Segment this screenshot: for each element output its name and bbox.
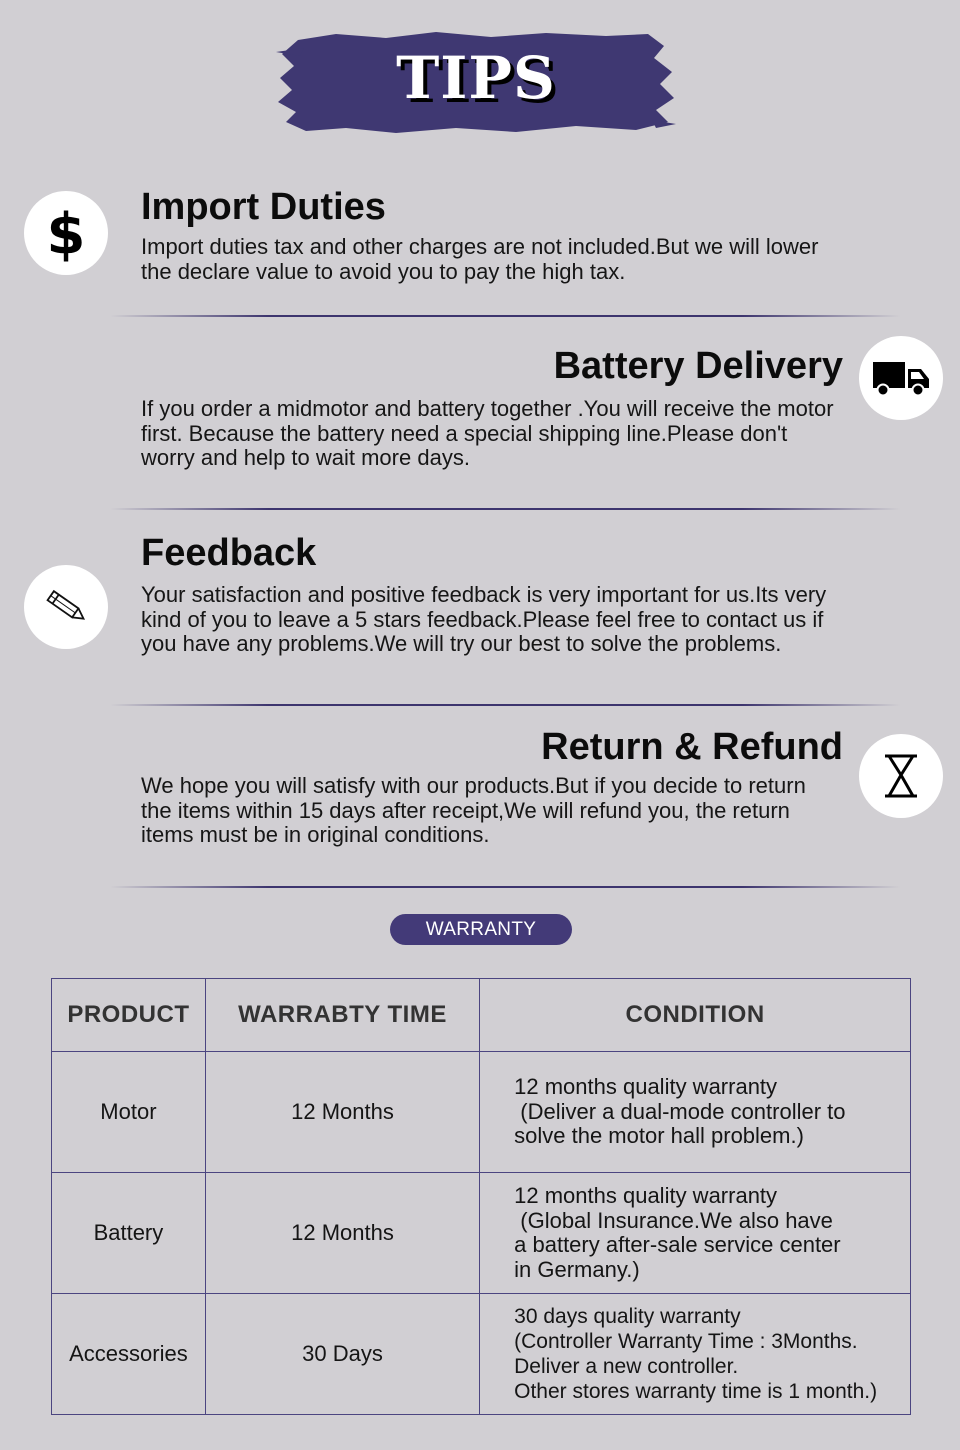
hourglass-icon: [881, 752, 921, 800]
section-title-feedback: Feedback: [141, 532, 317, 574]
section-body-import-duties: Import duties tax and other charges are not included.But we will lower the declare value to avoid you to pay the high tax.: [141, 234, 819, 284]
condition-line: 12 months quality warranty: [514, 1183, 778, 1208]
time-cell: 12 Months: [205, 1173, 479, 1294]
warranty-table: [51, 978, 911, 1415]
condition-cell: [480, 1052, 911, 1173]
condition-line: solve the motor hall problem.): [514, 1123, 804, 1149]
dollar-icon-circle: [24, 191, 108, 275]
banner-title: TIPS: [396, 44, 556, 112]
product-cell: Accessories: [52, 1294, 206, 1415]
pencil-icon: [41, 587, 91, 627]
condition-cell: [480, 1173, 911, 1294]
divider: [110, 886, 900, 888]
product-cell: Battery: [52, 1173, 206, 1294]
pencil-icon-circle: [24, 565, 108, 649]
header-condition: CONDITION: [480, 979, 911, 1052]
table-row: [52, 1294, 911, 1415]
dollar-icon: [46, 203, 86, 263]
time-cell: 30 Days: [205, 1294, 479, 1415]
divider: [110, 704, 900, 706]
hourglass-icon-circle: [859, 734, 943, 818]
table-header-row: [52, 979, 911, 1052]
condition-line: a battery after-sale service center: [514, 1232, 841, 1257]
condition-line: 12 months quality warranty: [514, 1074, 778, 1100]
divider: [110, 508, 900, 510]
condition-line: (Deliver a dual-mode controller to: [514, 1098, 846, 1124]
condition-cell: [480, 1294, 911, 1415]
condition-line: 30 days quality warranty: [514, 1305, 741, 1328]
warranty-label: WARRANTY: [390, 914, 572, 945]
product-cell: Motor: [52, 1052, 206, 1173]
header-warranty-time: WARRABTY TIME: [205, 979, 479, 1052]
header-product: PRODUCT: [52, 979, 206, 1052]
section-body-feedback: Your satisfaction and positive feedback is very important for us.Its very kind of you to leave a 5 stars feedback.Please feel free to contact us if you have any problems.We will try our best to solve the problems.: [141, 582, 827, 656]
table-row: [52, 1052, 911, 1173]
divider: [110, 315, 900, 317]
svg-text:$: $: [46, 203, 86, 263]
condition-line: (Global Insurance.We also have: [514, 1207, 833, 1233]
condition-line: (Controller Warranty Time : 3Months.: [514, 1330, 858, 1353]
section-title-battery-delivery: Battery Delivery: [553, 345, 843, 387]
section-body-return-refund: We hope you will satisfy with our products.But if you decide to return the items within 15 days after receipt,We will refund you, the return items must be in original conditions.: [141, 773, 806, 847]
section-title-import-duties: Import Duties: [141, 186, 386, 228]
time-cell: 12 Months: [205, 1052, 479, 1173]
section-title-return-refund: Return & Refund: [541, 726, 843, 768]
condition-line: in Germany.): [514, 1256, 640, 1282]
truck-icon: [871, 358, 931, 398]
tips-banner: [276, 32, 676, 134]
table-row: [52, 1173, 911, 1294]
truck-icon-circle: [859, 336, 943, 420]
condition-line: Other stores warranty time is 1 month.): [514, 1380, 878, 1403]
section-body-battery-delivery: If you order a midmotor and battery together .You will receive the motor first. Because the battery need a special shipping line.Please don't worry and help to wait more days.: [141, 396, 834, 470]
condition-line: Deliver a new controller.: [514, 1355, 739, 1378]
